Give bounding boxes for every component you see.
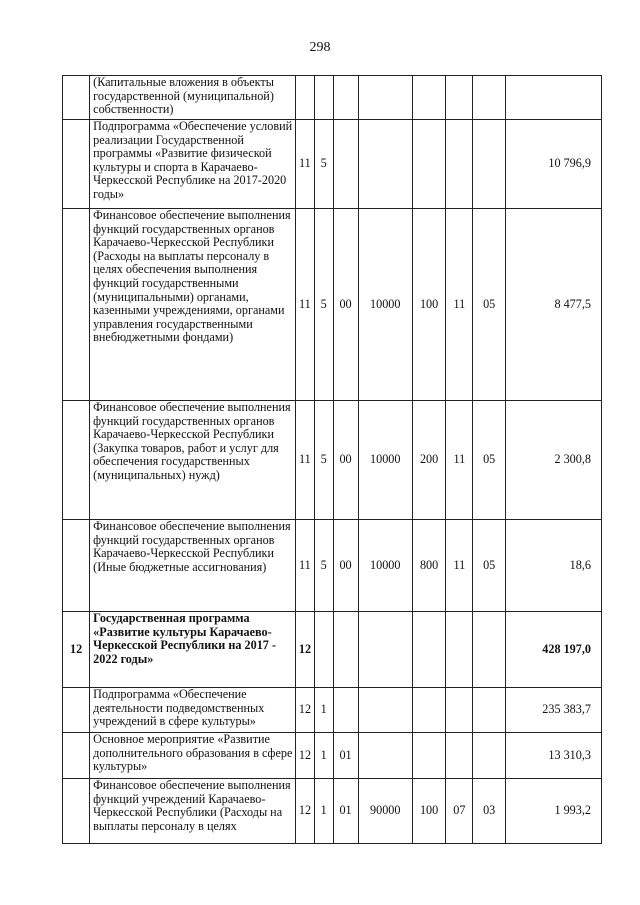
expense-type-code <box>412 688 445 733</box>
section-code <box>446 612 473 688</box>
subprogram-code: 1 <box>314 733 333 779</box>
row-name: Государственная программа «Развитие культуры Карачаево-Черкесской Республики на 2017 - 2022 годы» <box>90 612 296 688</box>
program-code: 12 <box>295 733 314 779</box>
activity-code: 01 <box>333 733 358 779</box>
row-number <box>63 520 90 612</box>
section-code: 07 <box>446 779 473 844</box>
direction-code <box>358 76 412 120</box>
subsection-code <box>473 612 505 688</box>
program-code <box>295 76 314 120</box>
subprogram-code: 5 <box>314 209 333 401</box>
subprogram-code <box>314 76 333 120</box>
section-code: 11 <box>446 520 473 612</box>
row-name: Финансовое обеспечение выполнения функций учреждений Карачаево-Черкесской Республики (Расходы на выплаты персоналу в целях <box>90 779 296 844</box>
expense-type-code <box>412 612 445 688</box>
amount: 2 300,8 <box>505 401 601 520</box>
program-code: 12 <box>295 688 314 733</box>
subsection-code <box>473 688 505 733</box>
section-code <box>446 688 473 733</box>
section-code <box>446 733 473 779</box>
subprogram-code <box>314 612 333 688</box>
subsection-code: 03 <box>473 779 505 844</box>
row-number <box>63 209 90 401</box>
table-row <box>63 688 602 733</box>
subprogram-code: 5 <box>314 120 333 209</box>
subsection-code <box>473 76 505 120</box>
section-code: 11 <box>446 209 473 401</box>
page-number: 298 <box>309 40 331 55</box>
program-code: 11 <box>295 401 314 520</box>
subprogram-code: 1 <box>314 688 333 733</box>
row-name: Финансовое обеспечение выполнения функций государственных органов Карачаево-Черкесской Республики (Иные бюджетные ассигнования) <box>90 520 296 612</box>
amount: 235 383,7 <box>505 688 601 733</box>
subsection-code <box>473 733 505 779</box>
row-number: 12 <box>63 612 90 688</box>
row-number <box>63 76 90 120</box>
expense-type-code: 200 <box>412 401 445 520</box>
activity-code <box>333 688 358 733</box>
program-code: 12 <box>295 612 314 688</box>
section-code <box>446 120 473 209</box>
row-number <box>63 688 90 733</box>
amount: 1 993,2 <box>505 779 601 844</box>
activity-code: 00 <box>333 209 358 401</box>
activity-code <box>333 120 358 209</box>
program-code: 11 <box>295 520 314 612</box>
expense-type-code: 100 <box>412 779 445 844</box>
amount: 10 796,9 <box>505 120 601 209</box>
budget-table <box>62 75 602 844</box>
row-name: (Капитальные вложения в объекты государственной (муниципальной) собственности) <box>90 76 296 120</box>
expense-type-code: 100 <box>412 209 445 401</box>
amount: 428 197,0 <box>505 612 601 688</box>
expense-type-code: 800 <box>412 520 445 612</box>
row-number <box>63 733 90 779</box>
expense-type-code <box>412 120 445 209</box>
table-row <box>63 520 602 612</box>
direction-code <box>358 688 412 733</box>
subsection-code: 05 <box>473 401 505 520</box>
section-code <box>446 76 473 120</box>
amount <box>505 76 601 120</box>
direction-code <box>358 733 412 779</box>
direction-code <box>358 612 412 688</box>
activity-code <box>333 76 358 120</box>
table-row <box>63 779 602 844</box>
subsection-code <box>473 120 505 209</box>
section-code: 11 <box>446 401 473 520</box>
program-code: 12 <box>295 779 314 844</box>
row-name: Основное мероприятие «Развитие дополнительного образования в сфере культуры» <box>90 733 296 779</box>
direction-code: 10000 <box>358 401 412 520</box>
table-row <box>63 401 602 520</box>
program-code: 11 <box>295 120 314 209</box>
table-row <box>63 76 602 120</box>
subprogram-code: 1 <box>314 779 333 844</box>
direction-code: 90000 <box>358 779 412 844</box>
subsection-code: 05 <box>473 520 505 612</box>
direction-code <box>358 120 412 209</box>
expense-type-code <box>412 76 445 120</box>
amount: 13 310,3 <box>505 733 601 779</box>
amount: 18,6 <box>505 520 601 612</box>
table-row <box>63 209 602 401</box>
subsection-code: 05 <box>473 209 505 401</box>
activity-code: 00 <box>333 401 358 520</box>
row-number <box>63 401 90 520</box>
activity-code <box>333 612 358 688</box>
table-row <box>63 733 602 779</box>
row-name: Финансовое обеспечение выполнения функций государственных органов Карачаево-Черкесской Республики (Расходы на выплаты персоналу в целях обеспечения выполнения функций государственными (муниципальными) органами, казенными учреждениями, органами управления государственными внебюджетными фондами) <box>90 209 296 401</box>
row-name: Подпрограмма «Обеспечение деятельности подведомственных учреждений в сфере культуры» <box>90 688 296 733</box>
expense-type-code <box>412 733 445 779</box>
subprogram-code: 5 <box>314 401 333 520</box>
direction-code: 10000 <box>358 209 412 401</box>
row-number <box>63 779 90 844</box>
program-code: 11 <box>295 209 314 401</box>
activity-code: 01 <box>333 779 358 844</box>
row-name: Подпрограмма «Обеспечение условий реализации Государственной программы «Развитие физической культуры и спорта в Карачаево-Черкесской Республике на 2017-2020 годы» <box>90 120 296 209</box>
row-name: Финансовое обеспечение выполнения функций государственных органов Карачаево-Черкесской Республики (Закупка товаров, работ и услуг для обеспечения государственных (муниципальных) нужд) <box>90 401 296 520</box>
table-row <box>63 120 602 209</box>
amount: 8 477,5 <box>505 209 601 401</box>
activity-code: 00 <box>333 520 358 612</box>
row-number <box>63 120 90 209</box>
table-row <box>63 612 602 688</box>
subprogram-code: 5 <box>314 520 333 612</box>
direction-code: 10000 <box>358 520 412 612</box>
